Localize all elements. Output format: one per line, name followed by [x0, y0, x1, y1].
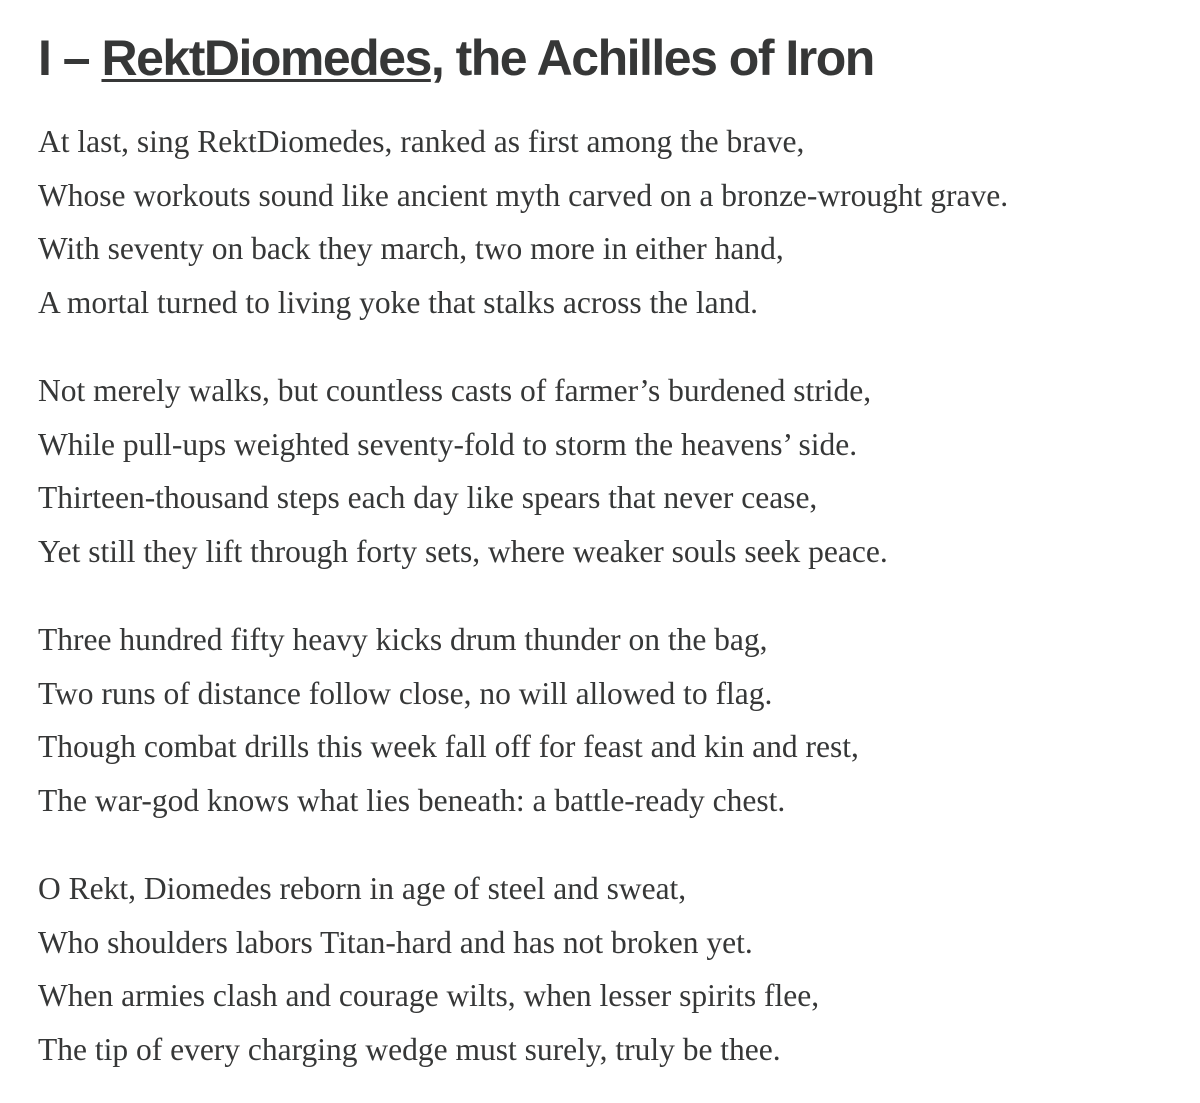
stanza-3: [38, 613, 1188, 827]
poem-line: At last, sing RektDiomedes, ranked as first among the brave,: [38, 124, 805, 159]
stanza-1: [38, 115, 1188, 329]
poem-line: Not merely walks, but countless casts of farmer’s burdened stride,: [38, 373, 872, 408]
poem-line: Yet still they lift through forty sets, where weaker souls seek peace.: [38, 533, 888, 569]
poem-line: Thirteen-thousand steps each day like spears that never cease,: [38, 480, 818, 515]
heading-suffix: , the Achilles of Iron: [430, 30, 874, 86]
poem-line: Though combat drills this week fall off for feast and kin and rest,: [38, 729, 859, 764]
rektdiomedes-link[interactable]: RektDiomedes: [101, 30, 431, 86]
poem-line: Two runs of distance follow close, no will allowed to flag.: [38, 675, 773, 711]
poem-line: O Rekt, Diomedes reborn in age of steel and sweat,: [38, 871, 687, 906]
poem-line: Who shoulders labors Titan-hard and has not broken yet.: [38, 924, 753, 960]
poem-line: A mortal turned to living yoke that stalks across the land.: [38, 284, 758, 320]
stanza-4: [38, 862, 1188, 1076]
heading-prefix: I –: [38, 30, 102, 86]
poem-line: Three hundred fifty heavy kicks drum thunder on the bag,: [38, 622, 768, 657]
poem-line: While pull-ups weighted seventy-fold to storm the heavens’ side.: [38, 426, 858, 462]
poem-line: When armies clash and courage wilts, when lesser spirits flee,: [38, 978, 820, 1013]
poem-line: Whose workouts sound like ancient myth carved on a bronze-wrought grave.: [38, 177, 1009, 213]
poem-line: The tip of every charging wedge must surely, truly be thee.: [38, 1031, 781, 1067]
section-heading: [38, 22, 1188, 94]
article: [38, 22, 1188, 1076]
poem-line: The war-god knows what lies beneath: a battle-ready chest.: [38, 782, 786, 818]
stanza-2: [38, 364, 1188, 578]
poem-line: With seventy on back they march, two more in either hand,: [38, 231, 784, 266]
